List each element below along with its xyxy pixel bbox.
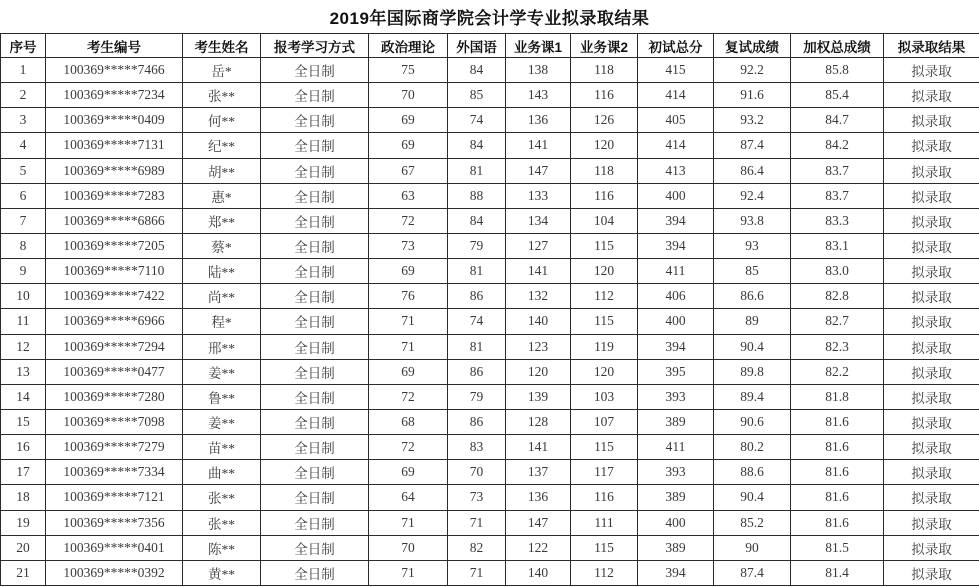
column-header-initial-total: 初试总分 xyxy=(638,34,714,58)
cell-course2-score: 120 xyxy=(571,133,638,158)
column-header-foreign-language-score: 外国语 xyxy=(448,34,506,58)
cell-initial-total: 413 xyxy=(638,158,714,183)
table-row xyxy=(1,233,979,258)
cell-course1-score: 147 xyxy=(506,158,571,183)
cell-politics-score: 69 xyxy=(369,133,448,158)
table-row xyxy=(1,284,979,309)
table-row xyxy=(1,560,979,585)
cell-retest-score: 87.4 xyxy=(714,133,791,158)
cell-candidate-name: 曲** xyxy=(183,460,261,485)
cell-weighted-total: 83.3 xyxy=(791,208,884,233)
cell-weighted-total: 83.1 xyxy=(791,233,884,258)
cell-initial-total: 400 xyxy=(638,183,714,208)
cell-retest-score: 93.8 xyxy=(714,208,791,233)
cell-course1-score: 141 xyxy=(506,435,571,460)
cell-weighted-total: 81.6 xyxy=(791,510,884,535)
cell-course2-score: 118 xyxy=(571,158,638,183)
cell-foreign-language-score: 74 xyxy=(448,108,506,133)
cell-foreign-language-score: 81 xyxy=(448,334,506,359)
cell-initial-total: 394 xyxy=(638,560,714,585)
cell-admission-result: 拟录取 xyxy=(884,208,979,233)
cell-candidate-id: 100369*****6866 xyxy=(46,208,183,233)
cell-serial: 5 xyxy=(1,158,46,183)
cell-study-mode: 全日制 xyxy=(261,409,369,434)
cell-retest-score: 93.2 xyxy=(714,108,791,133)
cell-foreign-language-score: 85 xyxy=(448,83,506,108)
cell-admission-result: 拟录取 xyxy=(884,384,979,409)
cell-admission-result: 拟录取 xyxy=(884,560,979,585)
cell-initial-total: 394 xyxy=(638,208,714,233)
cell-study-mode: 全日制 xyxy=(261,208,369,233)
cell-candidate-id: 100369*****7234 xyxy=(46,83,183,108)
table-row xyxy=(1,183,979,208)
cell-initial-total: 393 xyxy=(638,384,714,409)
table-row xyxy=(1,535,979,560)
table-row xyxy=(1,83,979,108)
cell-admission-result: 拟录取 xyxy=(884,233,979,258)
cell-study-mode: 全日制 xyxy=(261,485,369,510)
cell-weighted-total: 83.0 xyxy=(791,259,884,284)
cell-retest-score: 92.2 xyxy=(714,58,791,83)
cell-course2-score: 116 xyxy=(571,83,638,108)
column-header-serial: 序号 xyxy=(1,34,46,58)
cell-foreign-language-score: 86 xyxy=(448,409,506,434)
cell-admission-result: 拟录取 xyxy=(884,485,979,510)
cell-course2-score: 103 xyxy=(571,384,638,409)
table-row xyxy=(1,359,979,384)
cell-course1-score: 140 xyxy=(506,560,571,585)
cell-candidate-id: 100369*****7110 xyxy=(46,259,183,284)
cell-politics-score: 64 xyxy=(369,485,448,510)
cell-weighted-total: 82.2 xyxy=(791,359,884,384)
cell-serial: 15 xyxy=(1,409,46,434)
cell-weighted-total: 82.7 xyxy=(791,309,884,334)
cell-politics-score: 71 xyxy=(369,334,448,359)
cell-candidate-name: 何** xyxy=(183,108,261,133)
cell-retest-score: 87.4 xyxy=(714,560,791,585)
table-row xyxy=(1,409,979,434)
column-header-weighted-total: 加权总成绩 xyxy=(791,34,884,58)
cell-weighted-total: 84.2 xyxy=(791,133,884,158)
table-row xyxy=(1,58,979,83)
cell-admission-result: 拟录取 xyxy=(884,409,979,434)
table-row xyxy=(1,133,979,158)
cell-weighted-total: 84.7 xyxy=(791,108,884,133)
cell-serial: 9 xyxy=(1,259,46,284)
cell-admission-result: 拟录取 xyxy=(884,460,979,485)
cell-candidate-name: 纪** xyxy=(183,133,261,158)
cell-course2-score: 116 xyxy=(571,183,638,208)
cell-retest-score: 86.6 xyxy=(714,284,791,309)
cell-serial: 1 xyxy=(1,58,46,83)
cell-retest-score: 90 xyxy=(714,535,791,560)
cell-politics-score: 71 xyxy=(369,560,448,585)
cell-candidate-id: 100369*****7356 xyxy=(46,510,183,535)
cell-study-mode: 全日制 xyxy=(261,384,369,409)
cell-politics-score: 71 xyxy=(369,309,448,334)
cell-serial: 14 xyxy=(1,384,46,409)
cell-course1-score: 141 xyxy=(506,259,571,284)
table-row xyxy=(1,309,979,334)
cell-candidate-name: 张** xyxy=(183,510,261,535)
cell-serial: 16 xyxy=(1,435,46,460)
header-row xyxy=(1,34,979,58)
cell-initial-total: 394 xyxy=(638,233,714,258)
cell-serial: 7 xyxy=(1,208,46,233)
cell-course2-score: 107 xyxy=(571,409,638,434)
cell-admission-result: 拟录取 xyxy=(884,133,979,158)
column-header-study-mode: 报考学习方式 xyxy=(261,34,369,58)
cell-politics-score: 69 xyxy=(369,359,448,384)
cell-weighted-total: 82.3 xyxy=(791,334,884,359)
cell-course1-score: 136 xyxy=(506,108,571,133)
cell-candidate-name: 鲁** xyxy=(183,384,261,409)
cell-foreign-language-score: 84 xyxy=(448,58,506,83)
cell-serial: 2 xyxy=(1,83,46,108)
cell-initial-total: 414 xyxy=(638,83,714,108)
cell-retest-score: 93 xyxy=(714,233,791,258)
table-row xyxy=(1,435,979,460)
cell-candidate-name: 尚** xyxy=(183,284,261,309)
cell-course2-score: 116 xyxy=(571,485,638,510)
column-header-retest-score: 复试成绩 xyxy=(714,34,791,58)
cell-candidate-name: 张** xyxy=(183,485,261,510)
cell-retest-score: 90.4 xyxy=(714,334,791,359)
cell-politics-score: 71 xyxy=(369,510,448,535)
cell-candidate-id: 100369*****7422 xyxy=(46,284,183,309)
cell-course1-score: 122 xyxy=(506,535,571,560)
cell-study-mode: 全日制 xyxy=(261,359,369,384)
cell-politics-score: 75 xyxy=(369,58,448,83)
column-header-admission-result: 拟录取结果 xyxy=(884,34,979,58)
cell-foreign-language-score: 79 xyxy=(448,233,506,258)
cell-admission-result: 拟录取 xyxy=(884,535,979,560)
cell-serial: 11 xyxy=(1,309,46,334)
cell-weighted-total: 81.6 xyxy=(791,435,884,460)
cell-politics-score: 70 xyxy=(369,535,448,560)
cell-course1-score: 133 xyxy=(506,183,571,208)
cell-course1-score: 139 xyxy=(506,384,571,409)
cell-candidate-name: 姜** xyxy=(183,359,261,384)
cell-candidate-id: 100369*****7280 xyxy=(46,384,183,409)
cell-initial-total: 400 xyxy=(638,510,714,535)
cell-serial: 17 xyxy=(1,460,46,485)
cell-retest-score: 89.8 xyxy=(714,359,791,384)
page-title: 2019年国际商学院会计学专业拟录取结果 xyxy=(329,9,650,28)
cell-course1-score: 138 xyxy=(506,58,571,83)
cell-course2-score: 120 xyxy=(571,259,638,284)
cell-admission-result: 拟录取 xyxy=(884,309,979,334)
cell-study-mode: 全日制 xyxy=(261,535,369,560)
cell-weighted-total: 81.6 xyxy=(791,485,884,510)
cell-initial-total: 400 xyxy=(638,309,714,334)
cell-course2-score: 120 xyxy=(571,359,638,384)
cell-candidate-name: 陈** xyxy=(183,535,261,560)
table-body xyxy=(1,58,979,586)
column-header-course1-score: 业务课1 xyxy=(506,34,571,58)
cell-admission-result: 拟录取 xyxy=(884,58,979,83)
cell-admission-result: 拟录取 xyxy=(884,108,979,133)
cell-politics-score: 73 xyxy=(369,233,448,258)
cell-politics-score: 72 xyxy=(369,435,448,460)
cell-candidate-id: 100369*****7283 xyxy=(46,183,183,208)
cell-initial-total: 405 xyxy=(638,108,714,133)
table-head xyxy=(1,34,979,58)
table-row xyxy=(1,485,979,510)
cell-foreign-language-score: 71 xyxy=(448,560,506,585)
cell-study-mode: 全日制 xyxy=(261,284,369,309)
cell-retest-score: 86.4 xyxy=(714,158,791,183)
cell-study-mode: 全日制 xyxy=(261,309,369,334)
cell-candidate-name: 张** xyxy=(183,83,261,108)
cell-candidate-name: 黄** xyxy=(183,560,261,585)
cell-foreign-language-score: 81 xyxy=(448,158,506,183)
cell-course1-score: 132 xyxy=(506,284,571,309)
cell-admission-result: 拟录取 xyxy=(884,83,979,108)
cell-serial: 13 xyxy=(1,359,46,384)
cell-initial-total: 411 xyxy=(638,435,714,460)
cell-candidate-name: 程* xyxy=(183,309,261,334)
cell-admission-result: 拟录取 xyxy=(884,359,979,384)
cell-candidate-name: 姜** xyxy=(183,409,261,434)
cell-foreign-language-score: 86 xyxy=(448,284,506,309)
cell-candidate-id: 100369*****0409 xyxy=(46,108,183,133)
cell-foreign-language-score: 88 xyxy=(448,183,506,208)
cell-course2-score: 117 xyxy=(571,460,638,485)
cell-study-mode: 全日制 xyxy=(261,334,369,359)
table-row xyxy=(1,384,979,409)
cell-course1-score: 147 xyxy=(506,510,571,535)
cell-study-mode: 全日制 xyxy=(261,183,369,208)
column-header-course2-score: 业务课2 xyxy=(571,34,638,58)
cell-candidate-id: 100369*****6966 xyxy=(46,309,183,334)
cell-course1-score: 140 xyxy=(506,309,571,334)
cell-candidate-id: 100369*****6989 xyxy=(46,158,183,183)
cell-foreign-language-score: 74 xyxy=(448,309,506,334)
column-header-candidate-id: 考生编号 xyxy=(46,34,183,58)
cell-initial-total: 415 xyxy=(638,58,714,83)
column-header-candidate-name: 考生姓名 xyxy=(183,34,261,58)
cell-study-mode: 全日制 xyxy=(261,133,369,158)
column-header-politics-score: 政治理论 xyxy=(369,34,448,58)
cell-course2-score: 115 xyxy=(571,309,638,334)
cell-candidate-name: 蔡* xyxy=(183,233,261,258)
cell-serial: 3 xyxy=(1,108,46,133)
cell-candidate-id: 100369*****0392 xyxy=(46,560,183,585)
cell-course1-score: 128 xyxy=(506,409,571,434)
cell-foreign-language-score: 82 xyxy=(448,535,506,560)
cell-course2-score: 126 xyxy=(571,108,638,133)
cell-politics-score: 72 xyxy=(369,384,448,409)
cell-weighted-total: 83.7 xyxy=(791,183,884,208)
cell-study-mode: 全日制 xyxy=(261,158,369,183)
cell-study-mode: 全日制 xyxy=(261,560,369,585)
cell-study-mode: 全日制 xyxy=(261,259,369,284)
cell-course2-score: 119 xyxy=(571,334,638,359)
table-row xyxy=(1,460,979,485)
cell-weighted-total: 81.4 xyxy=(791,560,884,585)
cell-course1-score: 141 xyxy=(506,133,571,158)
cell-retest-score: 80.2 xyxy=(714,435,791,460)
cell-study-mode: 全日制 xyxy=(261,460,369,485)
cell-admission-result: 拟录取 xyxy=(884,284,979,309)
cell-foreign-language-score: 83 xyxy=(448,435,506,460)
cell-weighted-total: 85.4 xyxy=(791,83,884,108)
cell-admission-result: 拟录取 xyxy=(884,183,979,208)
cell-candidate-name: 郑** xyxy=(183,208,261,233)
cell-initial-total: 394 xyxy=(638,334,714,359)
cell-initial-total: 414 xyxy=(638,133,714,158)
cell-course1-score: 134 xyxy=(506,208,571,233)
cell-candidate-id: 100369*****7279 xyxy=(46,435,183,460)
cell-serial: 12 xyxy=(1,334,46,359)
cell-course2-score: 115 xyxy=(571,435,638,460)
cell-candidate-name: 苗** xyxy=(183,435,261,460)
cell-candidate-id: 100369*****7294 xyxy=(46,334,183,359)
table-row xyxy=(1,208,979,233)
cell-course2-score: 112 xyxy=(571,560,638,585)
cell-foreign-language-score: 79 xyxy=(448,384,506,409)
cell-foreign-language-score: 84 xyxy=(448,133,506,158)
cell-study-mode: 全日制 xyxy=(261,510,369,535)
cell-politics-score: 69 xyxy=(369,460,448,485)
cell-politics-score: 69 xyxy=(369,108,448,133)
cell-candidate-name: 惠* xyxy=(183,183,261,208)
cell-initial-total: 393 xyxy=(638,460,714,485)
cell-weighted-total: 81.8 xyxy=(791,384,884,409)
cell-serial: 18 xyxy=(1,485,46,510)
cell-weighted-total: 82.8 xyxy=(791,284,884,309)
cell-retest-score: 89.4 xyxy=(714,384,791,409)
cell-course1-score: 120 xyxy=(506,359,571,384)
cell-foreign-language-score: 81 xyxy=(448,259,506,284)
cell-foreign-language-score: 84 xyxy=(448,208,506,233)
cell-admission-result: 拟录取 xyxy=(884,158,979,183)
cell-retest-score: 85.2 xyxy=(714,510,791,535)
cell-politics-score: 76 xyxy=(369,284,448,309)
cell-course2-score: 112 xyxy=(571,284,638,309)
cell-candidate-id: 100369*****7121 xyxy=(46,485,183,510)
cell-politics-score: 69 xyxy=(369,259,448,284)
cell-admission-result: 拟录取 xyxy=(884,435,979,460)
cell-retest-score: 88.6 xyxy=(714,460,791,485)
table-row xyxy=(1,259,979,284)
cell-course2-score: 115 xyxy=(571,233,638,258)
cell-serial: 8 xyxy=(1,233,46,258)
cell-course1-score: 136 xyxy=(506,485,571,510)
cell-foreign-language-score: 73 xyxy=(448,485,506,510)
cell-candidate-name: 邢** xyxy=(183,334,261,359)
cell-retest-score: 85 xyxy=(714,259,791,284)
cell-politics-score: 63 xyxy=(369,183,448,208)
cell-course2-score: 115 xyxy=(571,535,638,560)
cell-retest-score: 92.4 xyxy=(714,183,791,208)
cell-course1-score: 123 xyxy=(506,334,571,359)
cell-candidate-id: 100369*****7131 xyxy=(46,133,183,158)
table-row xyxy=(1,510,979,535)
cell-serial: 4 xyxy=(1,133,46,158)
cell-study-mode: 全日制 xyxy=(261,233,369,258)
cell-weighted-total: 83.7 xyxy=(791,158,884,183)
cell-weighted-total: 81.6 xyxy=(791,409,884,434)
cell-initial-total: 389 xyxy=(638,485,714,510)
cell-retest-score: 91.6 xyxy=(714,83,791,108)
cell-politics-score: 68 xyxy=(369,409,448,434)
cell-admission-result: 拟录取 xyxy=(884,259,979,284)
cell-study-mode: 全日制 xyxy=(261,435,369,460)
cell-study-mode: 全日制 xyxy=(261,108,369,133)
cell-candidate-id: 100369*****0477 xyxy=(46,359,183,384)
cell-study-mode: 全日制 xyxy=(261,83,369,108)
cell-candidate-id: 100369*****7098 xyxy=(46,409,183,434)
cell-course2-score: 104 xyxy=(571,208,638,233)
table-row xyxy=(1,108,979,133)
cell-foreign-language-score: 86 xyxy=(448,359,506,384)
cell-weighted-total: 85.8 xyxy=(791,58,884,83)
admission-results-table xyxy=(0,33,979,586)
cell-course1-score: 137 xyxy=(506,460,571,485)
cell-admission-result: 拟录取 xyxy=(884,334,979,359)
cell-weighted-total: 81.6 xyxy=(791,460,884,485)
cell-course2-score: 118 xyxy=(571,58,638,83)
cell-candidate-name: 胡** xyxy=(183,158,261,183)
cell-politics-score: 70 xyxy=(369,83,448,108)
cell-retest-score: 90.4 xyxy=(714,485,791,510)
cell-initial-total: 389 xyxy=(638,409,714,434)
cell-study-mode: 全日制 xyxy=(261,58,369,83)
table-row xyxy=(1,334,979,359)
cell-retest-score: 89 xyxy=(714,309,791,334)
cell-candidate-id: 100369*****7334 xyxy=(46,460,183,485)
cell-candidate-id: 100369*****0401 xyxy=(46,535,183,560)
cell-candidate-name: 岳* xyxy=(183,58,261,83)
table-row xyxy=(1,158,979,183)
cell-serial: 10 xyxy=(1,284,46,309)
cell-candidate-name: 陆** xyxy=(183,259,261,284)
cell-initial-total: 406 xyxy=(638,284,714,309)
cell-foreign-language-score: 71 xyxy=(448,510,506,535)
cell-candidate-id: 100369*****7466 xyxy=(46,58,183,83)
cell-course1-score: 143 xyxy=(506,83,571,108)
cell-foreign-language-score: 70 xyxy=(448,460,506,485)
cell-course1-score: 127 xyxy=(506,233,571,258)
cell-initial-total: 389 xyxy=(638,535,714,560)
cell-admission-result: 拟录取 xyxy=(884,510,979,535)
cell-politics-score: 72 xyxy=(369,208,448,233)
cell-serial: 19 xyxy=(1,510,46,535)
cell-initial-total: 411 xyxy=(638,259,714,284)
cell-serial: 6 xyxy=(1,183,46,208)
cell-candidate-id: 100369*****7205 xyxy=(46,233,183,258)
cell-retest-score: 90.6 xyxy=(714,409,791,434)
cell-politics-score: 67 xyxy=(369,158,448,183)
cell-course2-score: 111 xyxy=(571,510,638,535)
cell-serial: 21 xyxy=(1,560,46,585)
cell-serial: 20 xyxy=(1,535,46,560)
cell-weighted-total: 81.5 xyxy=(791,535,884,560)
cell-initial-total: 395 xyxy=(638,359,714,384)
